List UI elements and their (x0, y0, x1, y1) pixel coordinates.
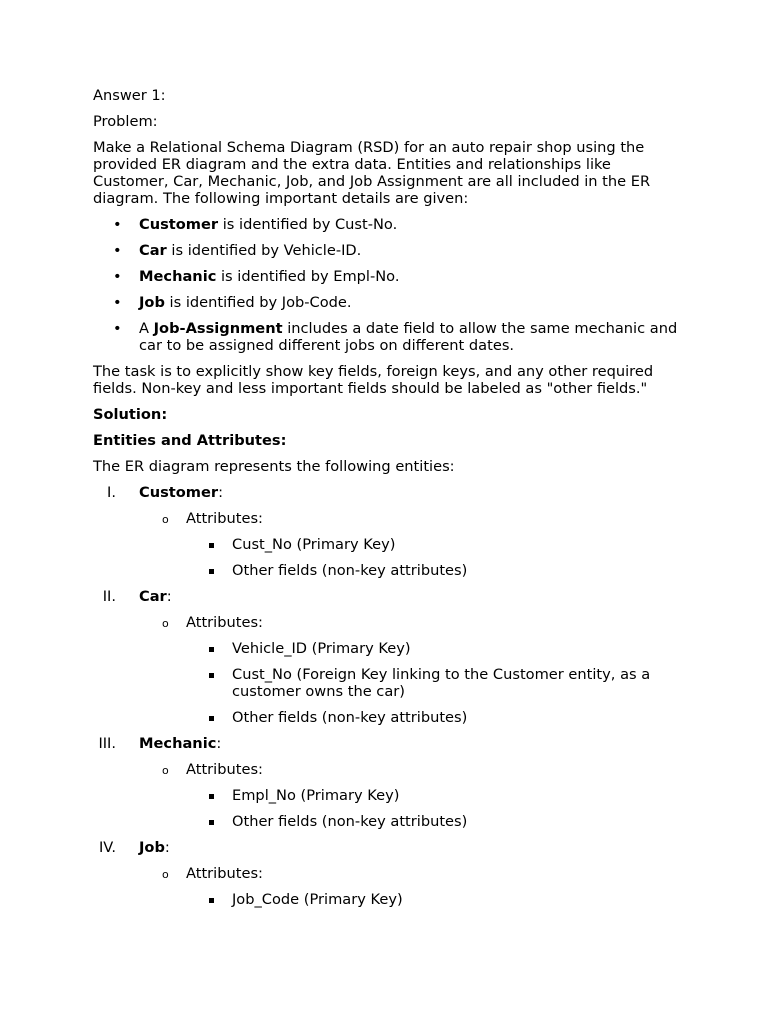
entity-header (93, 735, 678, 752)
attribute-text: Other fields (non-key attributes) (232, 562, 468, 579)
square-bullet-icon (209, 647, 214, 652)
entity-colon: : (164, 839, 170, 856)
circle-bullet-icon: o (162, 617, 169, 630)
document-body (93, 87, 678, 917)
detail-text: is identified by Empl-No. (216, 268, 400, 285)
square-bullet-icon (209, 543, 214, 548)
entity-colon: : (166, 588, 172, 605)
detail-text: is identified by Cust-No. (218, 216, 398, 233)
answer-title: Answer 1: (93, 87, 166, 104)
attribute-text: Job_Code (Primary Key) (232, 891, 403, 908)
square-bullet-icon (209, 673, 214, 678)
bullet-icon: • (113, 268, 122, 285)
attribute-item (93, 536, 678, 553)
detail-entity: Job-Assignment (153, 320, 283, 337)
detail-item (93, 216, 678, 233)
given-details-list (93, 216, 678, 354)
attributes-label (93, 761, 678, 778)
square-bullet-icon (209, 820, 214, 825)
entity-number: IV. (98, 839, 116, 856)
attribute-item (93, 562, 678, 579)
square-bullet-icon (209, 794, 214, 799)
entity-name: Mechanic (139, 735, 217, 752)
entity-item (93, 839, 678, 908)
entity-item (93, 484, 678, 579)
attribute-text: Other fields (non-key attributes) (232, 709, 468, 726)
entity-header (93, 839, 678, 856)
solution-label: Solution: (93, 406, 168, 423)
entity-item (93, 735, 678, 830)
attribute-item (93, 891, 678, 908)
attribute-list (93, 640, 678, 726)
entities-heading: Entities and Attributes: (93, 432, 287, 449)
bullet-icon: • (113, 242, 122, 259)
attribute-item (93, 640, 678, 657)
attributes-text: Attributes: (186, 510, 263, 527)
attributes-text: Attributes: (186, 614, 263, 631)
attributes-text: Attributes: (186, 865, 263, 882)
square-bullet-icon (209, 569, 214, 574)
entity-name: Car (139, 588, 167, 605)
attributes-text: Attributes: (186, 761, 263, 778)
attribute-text: Vehicle_ID (Primary Key) (232, 640, 411, 657)
detail-item (93, 242, 678, 259)
circle-bullet-icon: o (162, 764, 169, 777)
problem-label: Problem: (93, 113, 158, 130)
attribute-text: Cust_No (Primary Key) (232, 536, 396, 553)
detail-entity: Mechanic (139, 268, 217, 285)
detail-text: includes a date field to allow the same mechanic and car to be assigned different jobs on different dates. (139, 320, 678, 354)
detail-text: is identified by Vehicle-ID. (166, 242, 362, 259)
attribute-text: Other fields (non-key attributes) (232, 813, 468, 830)
entity-number: II. (102, 588, 116, 605)
bullet-icon: • (113, 294, 122, 311)
bullet-icon: • (113, 320, 122, 337)
detail-entity: Car (139, 242, 167, 259)
square-bullet-icon (209, 716, 214, 721)
entity-number: I. (107, 484, 116, 501)
circle-bullet-icon: o (162, 868, 169, 881)
attributes-label (93, 614, 678, 631)
entities-intro: The ER diagram represents the following entities: (93, 458, 455, 475)
attribute-item (93, 666, 678, 700)
entity-colon: : (216, 735, 222, 752)
attribute-list (93, 891, 678, 908)
entity-number: III. (98, 735, 116, 752)
entity-name: Job (139, 839, 165, 856)
entities-list (93, 484, 678, 908)
detail-item (93, 268, 678, 285)
attribute-item (93, 813, 678, 830)
attributes-label (93, 865, 678, 882)
detail-entity: Customer (139, 216, 219, 233)
detail-text: is identified by Job-Code. (164, 294, 352, 311)
detail-item (93, 294, 678, 311)
attribute-text: Cust_No (Foreign Key linking to the Customer entity, as a customer owns the car) (232, 666, 651, 700)
detail-entity: Job (139, 294, 165, 311)
problem-intro: Make a Relational Schema Diagram (RSD) for an auto repair shop using the provided ER diagram and the extra data. Entities and relationships like Customer, Car, Mechanic, Job, and Job Assignment are all included in the ER diagram. The following important details are given: (93, 139, 651, 207)
entity-item (93, 588, 678, 726)
attribute-item (93, 787, 678, 804)
entity-colon: : (218, 484, 224, 501)
attribute-list (93, 536, 678, 579)
attribute-item (93, 709, 678, 726)
circle-bullet-icon: o (162, 513, 169, 526)
detail-item (93, 320, 678, 354)
attribute-list (93, 787, 678, 830)
attribute-text: Empl_No (Primary Key) (232, 787, 400, 804)
entity-header (93, 484, 678, 501)
bullet-icon: • (113, 216, 122, 233)
attributes-label (93, 510, 678, 527)
entity-name: Customer (139, 484, 219, 501)
entity-header (93, 588, 678, 605)
square-bullet-icon (209, 898, 214, 903)
detail-prefix: A (139, 320, 154, 337)
task-paragraph: The task is to explicitly show key fields, foreign keys, and any other required fields. Non-key and less important fields should be labeled as "other fields." (93, 363, 654, 397)
